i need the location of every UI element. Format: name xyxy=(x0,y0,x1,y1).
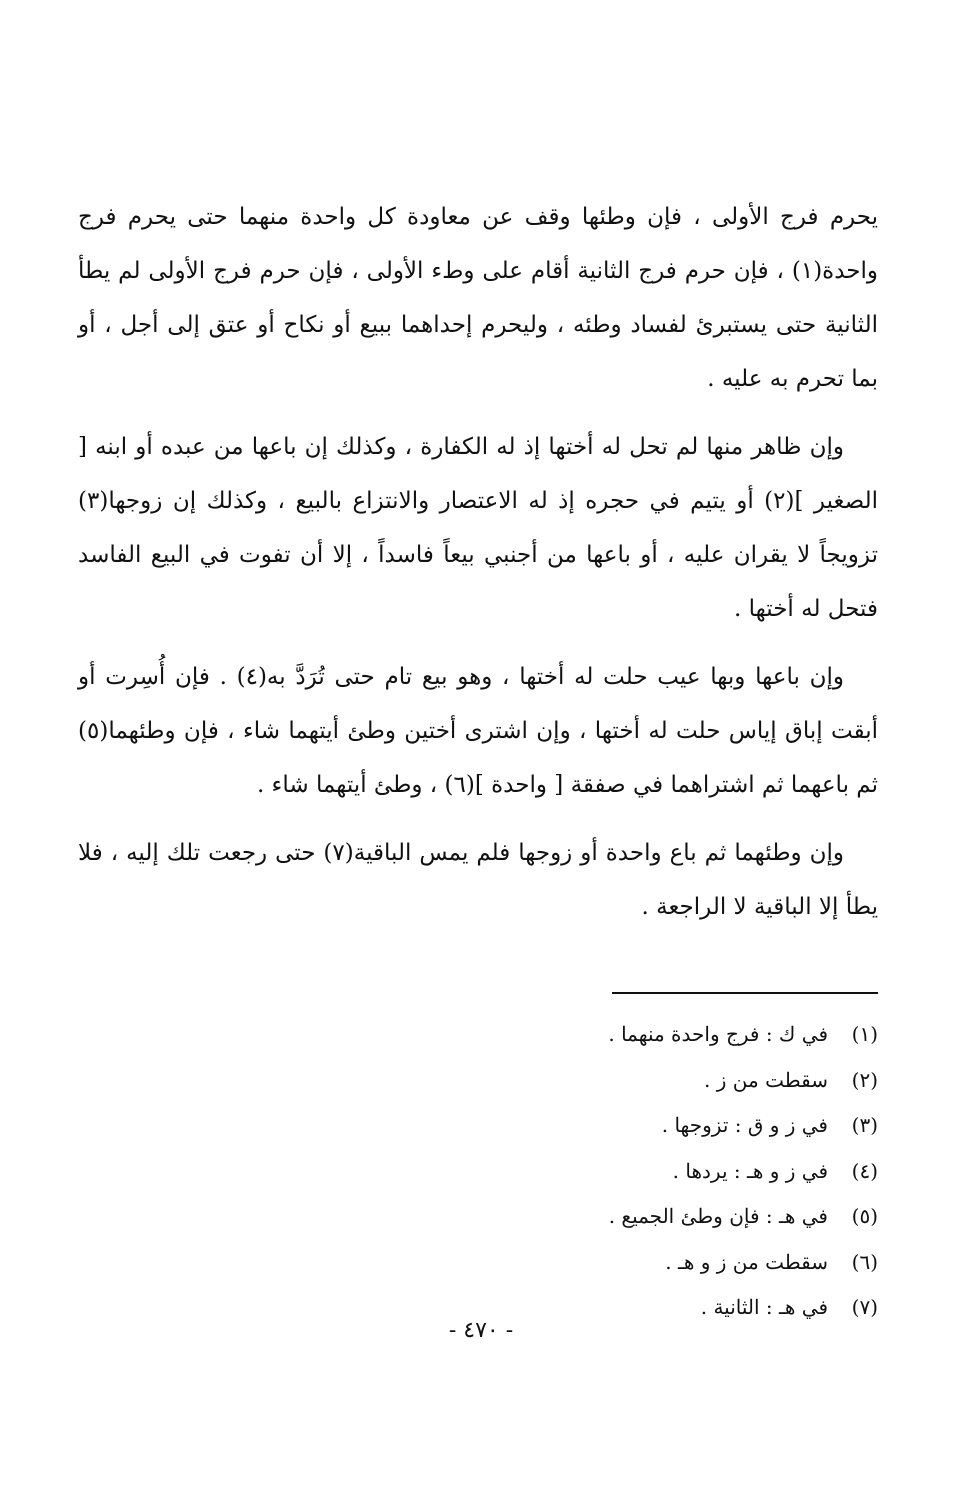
footnote-text: في هـ : الثانية . xyxy=(700,1295,828,1319)
footnote-number: (٤) xyxy=(851,1158,878,1183)
footnote-text: في هـ : فإن وطئ الجميع . xyxy=(608,1204,828,1228)
paragraph-2: وإن ظاهر منها لم تحل له أختها إذ له الكفارة ، وكذلك إن باعها من عبده أو ابنه [ الصغير ](٢) أو يتيم في حجره إذ له الاعتصار والانتزاع بالبيع ، وكذلك إن زوجها(٣) تزويجاً لا يقران عليه ، أو باعها من أجنبي بيعاً فاسداً ، إلا أن تفوت في البيع الفاسد فتحل له أختها . xyxy=(78,434,878,622)
footnote-item xyxy=(300,1240,878,1286)
page-number: - ٤٧٠ - xyxy=(448,1318,514,1343)
paragraph-3: وإن باعها وبها عيب حلت له أختها ، وهو بيع تام حتى تُرَدَّ به(٤) . فإن أُسِرت أو أبقت إباق إياس حلت له أختها ، وإن اشترى أختين وطئ أيتهما شاء ، فإن وطئهما(٥) ثم باعهما ثم اشتراهما في صفقة [ واحدة ](٦) ، وطئ أيتهما شاء . xyxy=(78,664,878,798)
footnote-text: في ك : فرج واحدة منهما . xyxy=(608,1022,828,1046)
footnote-text: في ز و هـ : يردها . xyxy=(672,1158,828,1183)
footnote-number: (٧) xyxy=(851,1295,878,1319)
footnote-number: (٥) xyxy=(851,1204,878,1228)
paragraph-4: وإن وطئهما ثم باع واحدة أو زوجها فلم يمس الباقية(٧) حتى رجعت تلك إليه ، فلا يطأ إلا الباقية لا الراجعة . xyxy=(78,840,878,920)
footnote-text: في ز و ق : تزوجها . xyxy=(661,1113,828,1137)
footnote-item xyxy=(300,1012,878,1058)
footnote-text: سقطت من ز . xyxy=(704,1067,828,1092)
main-text-block xyxy=(78,190,878,948)
footnote-number: (٦) xyxy=(851,1249,878,1274)
footnote-number: (٣) xyxy=(851,1113,878,1137)
footnote-number: (١) xyxy=(851,1022,878,1046)
footnote-item xyxy=(300,1194,878,1240)
footnote-item xyxy=(300,1149,878,1195)
footnote-item xyxy=(300,1103,878,1149)
footnotes-list xyxy=(300,1012,878,1331)
footnote-text: سقطت من ز و هـ . xyxy=(665,1249,828,1274)
footnote-number: (٢) xyxy=(851,1067,878,1092)
paragraph-1: يحرم فرج الأولى ، فإن وطئها وقف عن معاودة كل واحدة منهما حتى يحرم فرج واحدة(١) ، فإن حرم فرج الثانية أقام على وطء الأولى ، فإن حرم فرج الأولى لم يطأ الثانية حتى يستبرئ لفساد وطئه ، وليحرم إحداهما ببيع أو نكاح أو عتق إلى أجل ، أو بما تحرم به عليه . xyxy=(78,204,878,392)
footnote-divider xyxy=(612,992,878,994)
footnote-item xyxy=(300,1058,878,1104)
